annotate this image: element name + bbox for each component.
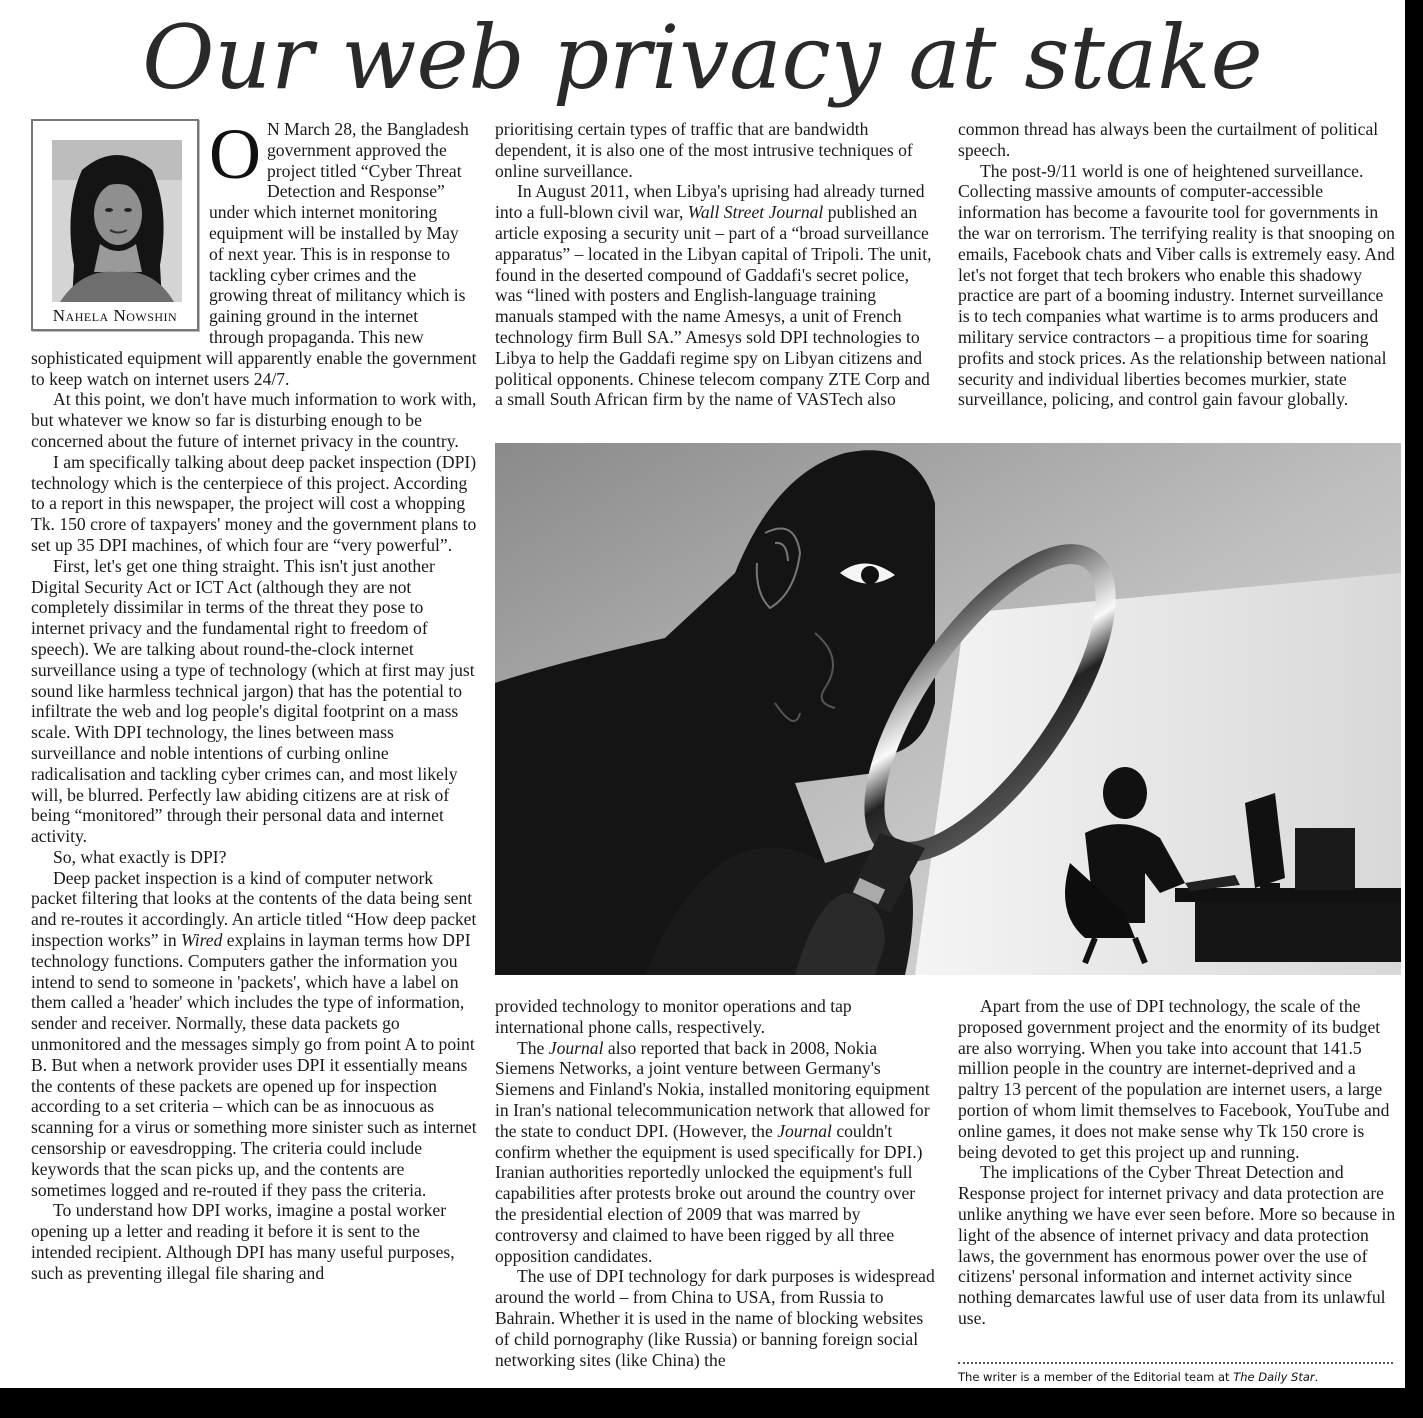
paragraph [495, 181, 936, 410]
publication-name: Wired [181, 930, 223, 951]
column-1 [31, 119, 477, 1384]
publication-name: Journal [548, 1037, 604, 1058]
column-2-top [495, 119, 936, 437]
paragraph: The post-9/11 world is one of heightened surveillance. Collecting massive amounts of computer-accessible information has become a favourite tool for governments in the war on terrorism. The terrifying reality is that snooping on emails, Facebook chats and Viber calls is extremely easy. And let's not forget that tech brokers who enable this shadowy practice are part of a booming industry. Internet surveillance is to tech companies what wartime is to arms producers and military service contractors – a propitious time for soaring profits and stock prices. As the relationship between national security and individual liberties becomes murkier, state surveillance, policing, and control gain favour globally. [958, 160, 1395, 410]
paragraph-text: N March 28, the Bangladesh government approved the project titled “Cyber Threat Detection and Response” under which internet monitoring equipment will be installed by May of next year. This is in response to tackling cyber crimes and the growing threat of militancy which is gaining ground in the internet through propaganda. This new sophisticated equipment will apparently enable the government to keep watch on internet users 24/7. [31, 119, 477, 389]
author-note-text: The writer is a member of the Editorial team at [958, 1370, 1234, 1384]
author-note-end: . [1314, 1370, 1319, 1384]
paragraph: At this point, we don't have much information to work with, but whatever we know so far is disturbing enough to be concerned about the future of internet privacy in the country. [31, 389, 477, 451]
paragraph: To understand how DPI works, imagine a postal worker opening up a letter and reading it before it is sent to the intended recipient. Although DPI has many useful purposes, such as preventing illegal file sharing and [31, 1200, 455, 1283]
footer-divider [958, 1362, 1393, 1364]
magnifier-surveillance-icon [495, 443, 1401, 975]
paragraph: Apart from the use of DPI technology, the scale of the proposed government project and the enormity of its budget are also worrying. When you take into account that 141.5 million people in the country are internet-deprived and a paltry 13 percent of the population are internet users, a large portion of whom limit themselves to Facebook, YouTube and online games, it does not make sense why Tk 150 crore is being devoted to get this project up and running. [958, 996, 1390, 1162]
paragraph: The implications of the Cyber Threat Detection and Response project for internet privacy and data protection are unlike anything we have ever seen before. More so because in light of the absence of internet privacy and data protection laws, the government has enormous power over the use of citizens' personal information and internet activity since nothing demarcates lawful use of user data from its unlawful use. [958, 1162, 1396, 1328]
column-2-bottom [495, 996, 936, 1388]
publication-name: Wall Street Journal [687, 202, 824, 223]
paragraph: First, let's get one thing straight. This isn't just another Digital Security Act or ICT Act (although they are not completely dissimilar in terms of the threat they pose to internet privacy and the fundamental right to freedom of speech). We are talking about round-the-clock internet surveillance using a type of technology (which at first may just sound like harmless technical jargon) that has the potential to infiltrate the web and log people's digital footprint on a mass scale. With DPI technology, the lines between mass surveillance and noble intentions of curbing online radicalisation and tackling cyber crimes can, and most likely will, be blurred. Perfectly law abiding citizens are at risk of being “monitored” through their personal data and internet activity. [31, 555, 475, 847]
paragraph: prioritising certain types of traffic that are bandwidth dependent, it is also one of the most intrusive techniques of online surveillance. [495, 119, 913, 181]
drop-cap: O [209, 119, 261, 194]
surveillance-illustration [495, 443, 1401, 975]
headline: Our web privacy at stake [142, 6, 1263, 109]
author-name: Nahela Nowshin [52, 306, 178, 326]
paragraph [31, 868, 477, 1201]
paragraph: common thread has always been the curtailment of political speech. [958, 119, 1379, 160]
paragraph-text: Deep packet inspection is a kind of computer network packet filtering that looks at the contents of the data being sent and re-routes it accordingly. An article titled “How deep packet inspection works” in [31, 867, 477, 951]
author-note [958, 1370, 1398, 1384]
paragraph: provided technology to monitor operations and tap international phone calls, respectively. [495, 996, 852, 1037]
column-3-bottom [958, 996, 1398, 1356]
paragraph-text: In August 2011, when Libya's uprising had already turned into a full-blown civil war, [495, 181, 925, 223]
paragraph-text: explains in layman terms how DPI technology functions. Computers gather the information you intend to send to someone in 'packets', which have a label on them called a 'header' which includes the type of information, sender and receiver. Normally, these data packets go unmonitored and the messages simply go from point A to point B. But when a network provider uses DPI it essentially means the contents of these packets are opened up for inspection according to a set criteria – which can be as innocuous as scanning for a virus or something more sinister such as internet censorship or eavesdropping. The criteria could include keywords that the scan picks up, and the contents are sometimes logged and re-routed if they pass the criteria. [31, 930, 477, 1200]
paragraph: The use of DPI technology for dark purposes is widespread around the world – from China to USA, from Russia to Bahrain. Whether it is used in the name of blocking websites of child pornography (like Russia) or banning foreign social networking sites (like China) the [495, 1266, 935, 1370]
paragraph: So, what exactly is DPI? [53, 846, 227, 867]
publication-name: Journal [777, 1120, 832, 1141]
publication-name: The Daily Star [1233, 1370, 1315, 1384]
paragraph: I am specifically talking about deep packet inspection (DPI) technology which is the centerpiece of this project. According to a report in this newspaper, the project will cost a whopping Tk. 150 crore of taxpayers' money and the government plans to set up 35 DPI machines, of which four are “very powerful”. [31, 451, 477, 555]
paragraph-text: The [517, 1037, 549, 1058]
paragraph [495, 1038, 936, 1267]
author-box [31, 119, 199, 331]
page-edge-right [1405, 0, 1423, 1418]
author-photo [52, 140, 182, 302]
paragraph-text: also reported that back in 2008, Nokia Siemens Networks, a joint venture between Germany's Siemens and Finland's Nokia, installed monitoring equipment in Iran's national telecommunication network that allowed for the state to conduct DPI. (However, the [495, 1037, 930, 1141]
author-portrait-icon [52, 140, 182, 302]
page-edge-bottom [0, 1388, 1423, 1418]
paragraph-text: published an article exposing a security unit – part of a “broad surveillance apparatus” – located in the Libyan capital of Tripoli. The unit, found in the deserted compound of Gaddafi's secret police, was “lined with posters and English-language training manuals stamped with the name Amesys, a unit of French technology firm Bull SA.” Amesys sold DPI technologies to Libya to help the Gaddafi regime spy on Libyan citizens and political opponents. Chinese telecom company ZTE Corp and a small South African firm by the name of VASTech also [495, 202, 932, 410]
paragraph-text: couldn't confirm whether the equipment is used specifically for DPI.) Iranian authorities reportedly unlocked the equipment's full capabilities after protests broke out around the country over the presidential election of 2009 that was marred by controversy and claimed to have been rigged by all three opposition candidates. [495, 1120, 923, 1266]
column-3-top [958, 119, 1398, 437]
